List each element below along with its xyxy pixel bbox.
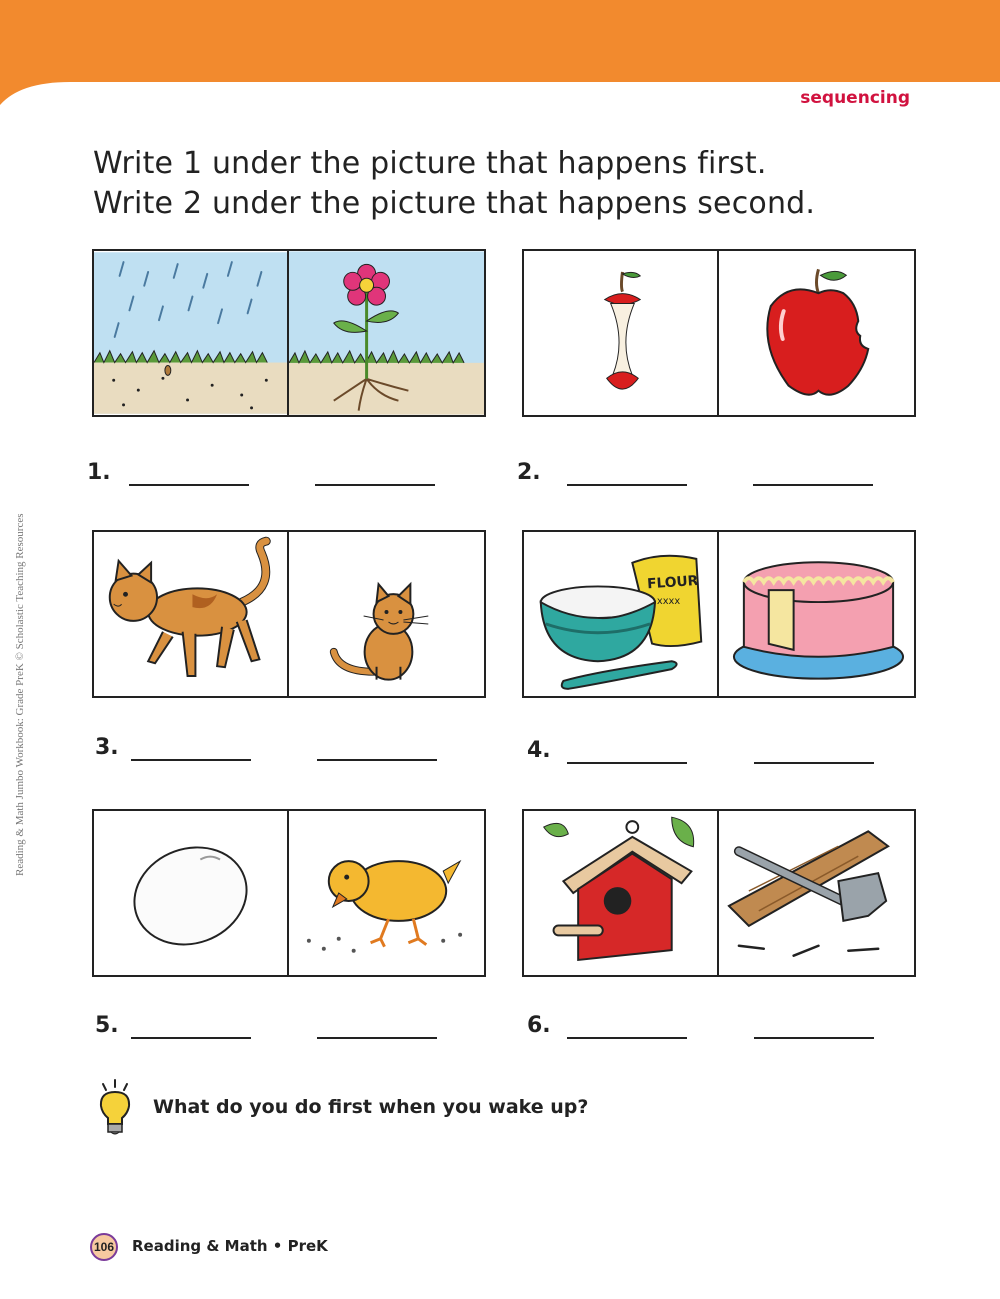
answer-blank-first[interactable]: [129, 484, 249, 486]
picture-pair-1: [92, 249, 486, 417]
answer-blank-second[interactable]: [754, 1037, 874, 1039]
egg-icon: [94, 811, 289, 975]
bitten-apple-icon: [719, 251, 914, 415]
answer-blank-first[interactable]: [567, 762, 687, 764]
exercise-number: 1.: [87, 460, 111, 485]
instruction-line-2: Write 2 under the picture that happens second.: [93, 186, 816, 221]
page-footer: [90, 1233, 490, 1263]
answer-row-1: [87, 460, 481, 500]
cat-icon: [94, 532, 289, 696]
answer-row-3: [95, 735, 489, 775]
answer-blank-second[interactable]: [753, 484, 873, 486]
answer-blank-second[interactable]: [315, 484, 435, 486]
think-question: [95, 1078, 795, 1138]
answer-row-2: [517, 460, 911, 500]
exercise-number: 2.: [517, 460, 541, 485]
exercise-number: 5.: [95, 1013, 119, 1038]
page-number: 106: [90, 1233, 118, 1261]
apple-core-icon: [524, 251, 719, 415]
answer-row-6: [527, 1013, 921, 1053]
answer-blank-second[interactable]: [754, 762, 874, 764]
exercise-number: 6.: [527, 1013, 551, 1038]
answer-blank-second[interactable]: [317, 1037, 437, 1039]
chick-icon: [289, 811, 484, 975]
exercise-number: 3.: [95, 735, 119, 760]
instruction-line-1: Write 1 under the picture that happens first.: [93, 146, 767, 181]
side-credit: Reading & Math Jumbo Workbook: Grade PreK © Scholastic Teaching Resources: [14, 513, 26, 876]
question-text: What do you do first when you wake up?: [153, 1096, 589, 1118]
flower-growing-icon: [289, 251, 484, 415]
kitten-icon: [289, 532, 484, 696]
answer-row-4: [527, 738, 921, 778]
birdhouse-icon: [524, 811, 719, 975]
picture-pair-3: [92, 530, 486, 698]
answer-blank-first[interactable]: [567, 1037, 687, 1039]
picture-pair-6: [522, 809, 916, 977]
answer-row-5: [95, 1013, 489, 1053]
lightbulb-icon: [95, 1078, 135, 1138]
answer-blank-first[interactable]: [131, 759, 251, 761]
answer-blank-second[interactable]: [317, 759, 437, 761]
flour-sub: xxxx: [656, 596, 681, 608]
hammer-wood-icon: [719, 811, 914, 975]
flour-label: FLOUR: [646, 572, 699, 593]
topic-label: sequencing: [800, 88, 910, 108]
mixing-bowl-flour-icon: [524, 532, 719, 696]
picture-pair-5: [92, 809, 486, 977]
exercise-number: 4.: [527, 738, 551, 763]
picture-pair-4: [522, 530, 916, 698]
rain-on-soil-icon: [94, 251, 289, 415]
answer-blank-first[interactable]: [131, 1037, 251, 1039]
answer-blank-first[interactable]: [567, 484, 687, 486]
picture-pair-2: [522, 249, 916, 417]
book-title: Reading & Math • PreK: [132, 1237, 328, 1255]
cake-icon: [719, 532, 914, 696]
